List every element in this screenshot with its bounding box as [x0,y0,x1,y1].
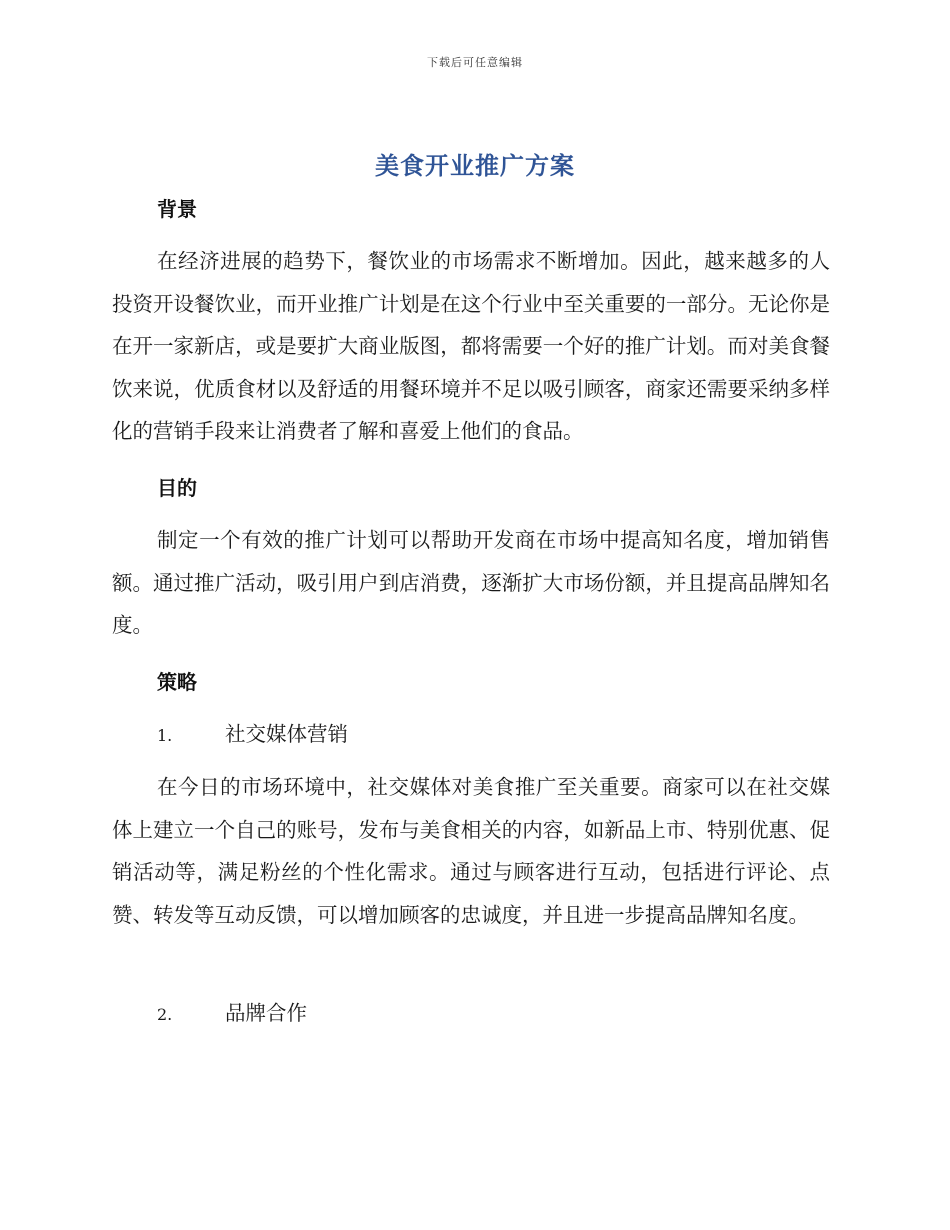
list-title: 社交媒体营销 [225,722,348,746]
paragraph-purpose: 制定一个有效的推广计划可以帮助开发商在市场中提高知名度，增加销售额。通过推广活动，吸引用户到店消费，逐渐扩大市场份额，并且提高品牌知名度。 [112,528,830,637]
section-heading-background: 背景 [157,197,197,221]
strategy-item-1 [157,719,757,751]
document-title: 美食开业推广方案 [375,152,575,180]
list-title: 品牌合作 [225,1001,307,1025]
list-number: 2. [157,1005,173,1024]
strategy-item-2 [157,998,757,1030]
section-heading-purpose: 目的 [157,476,197,500]
section-heading-strategy: 策略 [157,670,197,694]
paragraph-background: 在经济进展的趋势下，餐饮业的市场需求不断增加。因此，越来越多的人投资开设餐饮业，而开业推广计划是在这个行业中至关重要的一部分。无论你是在开一家新店，或是要扩大商业版图，都将需要一个好的推广计划。而对美食餐饮来说，优质食材以及舒适的用餐环境并不足以吸引顾客，商家还需要采纳多样化的营销手段来让消费者了解和喜爱上他们的食品。 [112,249,830,443]
list-number: 1. [157,726,173,745]
paragraph-social-media: 在今日的市场环境中，社交媒体对美食推广至关重要。商家可以在社交媒体上建立一个自己的账号，发布与美食相关的内容，如新品上市、特别优惠、促销活动等，满足粉丝的个性化需求。通过与顾客进行互动，包括进行评论、点赞、转发等互动反馈，可以增加顾客的忠诚度，并且进一步提高品牌知名度。 [112,775,830,927]
header-note: 下载后可任意编辑 [427,56,523,69]
